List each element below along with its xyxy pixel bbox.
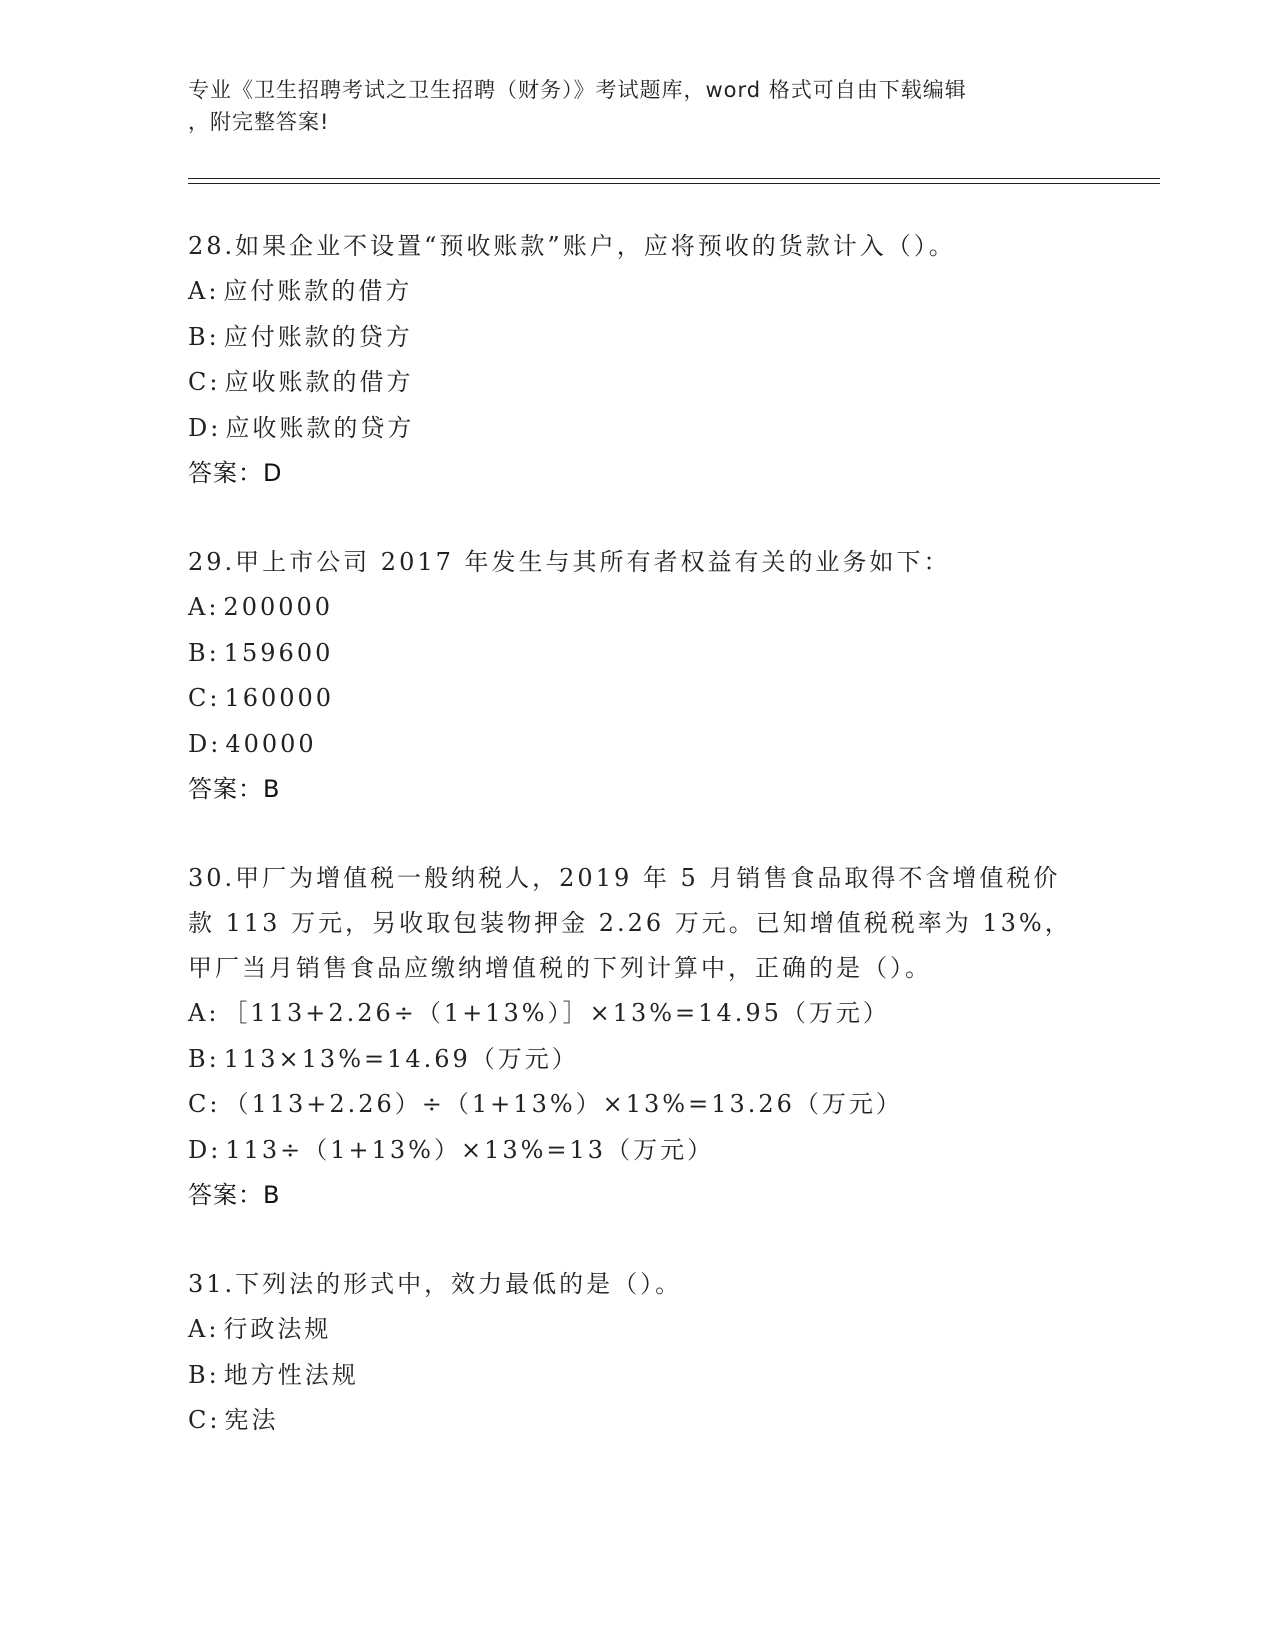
option-key: A:	[188, 277, 220, 305]
answer-label: 答案：B	[188, 775, 281, 803]
option-key: A:	[188, 999, 220, 1027]
header-divider-bottom	[188, 183, 1160, 184]
option-key: D:	[188, 413, 222, 442]
question-stem	[188, 540, 1088, 585]
question-stem	[188, 856, 1088, 991]
option-key: C:	[188, 1090, 221, 1118]
header-line-2: ，附完整答案!	[188, 110, 330, 134]
option-c	[188, 360, 1088, 406]
question-29	[188, 540, 1088, 812]
option-d	[188, 406, 1088, 452]
option-text: 行政法规	[223, 1315, 332, 1343]
option-b	[188, 1037, 1088, 1083]
option-key: C:	[188, 1406, 221, 1434]
option-a	[188, 585, 1088, 631]
option-key: C:	[188, 368, 221, 396]
option-text: 宪法	[224, 1406, 279, 1434]
question-30	[188, 856, 1088, 1218]
question-stem-line: 28.如果企业不设置“预收账款”账户，应将预收的货款计入（）。	[188, 232, 956, 260]
option-a	[188, 1307, 1088, 1353]
option-c	[188, 1082, 1088, 1128]
document-header	[188, 74, 1088, 138]
option-text: 应付账款的借方	[223, 277, 413, 305]
option-text: 地方性法规	[223, 1360, 359, 1389]
question-stem	[188, 224, 1088, 269]
header-line-1: 专业《卫生招聘考试之卫生招聘（财务）》考试题库，word 格式可自由下载编辑	[188, 78, 967, 102]
question-stem-line: 31.下列法的形式中，效力最低的是（）。	[188, 1270, 683, 1298]
option-key: B:	[188, 1360, 220, 1389]
option-a	[188, 991, 1088, 1037]
option-b	[188, 315, 1088, 361]
option-key: A:	[188, 1315, 220, 1343]
option-d	[188, 1128, 1088, 1174]
option-key: B:	[188, 1044, 220, 1073]
question-stem-line: 29.甲上市公司 2017 年发生与其所有者权益有关的业务如下：	[188, 548, 951, 576]
option-text: （113+2.26）÷（1+13%）×13%=13.26（万元）	[224, 1090, 903, 1118]
option-key: B:	[188, 322, 220, 351]
option-key: A:	[188, 593, 220, 621]
option-text: 113÷（1+13%）×13%=13（万元）	[225, 1135, 715, 1164]
option-text: 40000	[225, 729, 317, 758]
option-text: 应收账款的借方	[224, 368, 414, 396]
question-stem	[188, 1262, 1088, 1307]
option-c	[188, 676, 1088, 722]
option-text: 200000	[223, 593, 334, 621]
option-key: D:	[188, 1135, 222, 1164]
option-a	[188, 269, 1088, 315]
option-key: B:	[188, 638, 220, 667]
answer-label: 答案：D	[188, 459, 283, 487]
option-b	[188, 1353, 1088, 1399]
option-text: 113×13%=14.69（万元）	[223, 1044, 579, 1073]
option-text: 应付账款的贷方	[223, 322, 413, 351]
option-text: 160000	[224, 684, 335, 712]
option-key: D:	[188, 729, 222, 758]
option-text: 应收账款的贷方	[225, 413, 415, 442]
question-stem-line: 款 113 万元，另收取包装物押金 2.26 万元。已知增值税税率为 13%，	[188, 909, 1072, 937]
question-31	[188, 1262, 1088, 1444]
question-28	[188, 224, 1088, 496]
option-text: ［113+2.26÷（1+13%）］×13%=14.95（万元）	[223, 999, 890, 1027]
option-c	[188, 1398, 1088, 1444]
question-stem-line: 甲厂当月销售食品应缴纳增值税的下列计算中，正确的是（）。	[188, 954, 932, 982]
option-key: C:	[188, 684, 221, 712]
option-text: 159600	[223, 638, 334, 667]
option-d	[188, 722, 1088, 768]
answer-label: 答案：B	[188, 1181, 281, 1209]
question-stem-line: 30.甲厂为增值税一般纳税人，2019 年 5 月销售食品取得不含增值税价	[188, 864, 1061, 892]
option-b	[188, 631, 1088, 677]
header-divider-top	[188, 178, 1160, 179]
